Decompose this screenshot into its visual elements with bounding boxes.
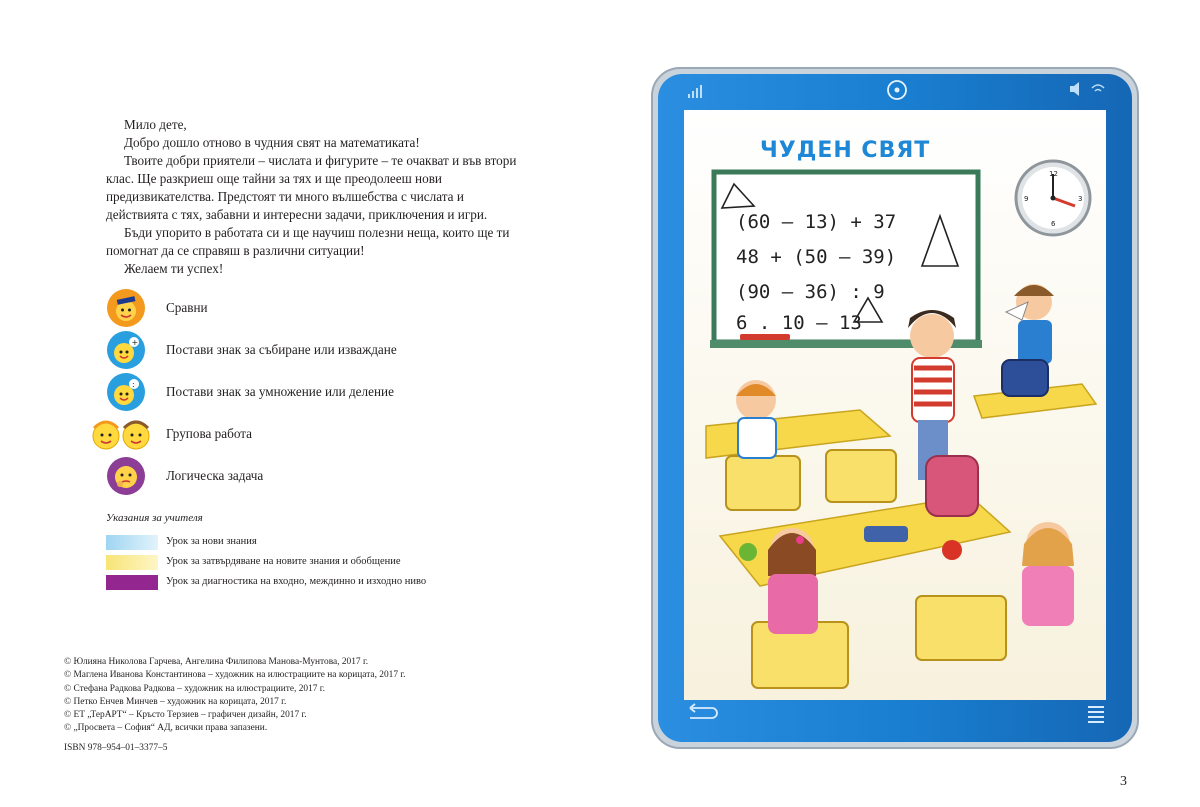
- intro-line-3: Бъди упорито в работата си и ще научиш полезни неща, които ще ти помогнат да се справяш в различни ситуации!: [106, 225, 510, 258]
- tablet-frame: [650, 66, 1140, 750]
- legend-label: Постави знак за умножение или деление: [166, 384, 394, 399]
- teacher-note-label: Урок за затвърдяване на новите знания и обобщение: [166, 556, 401, 567]
- intro-text: [106, 116, 526, 278]
- legend-label: Сравни: [166, 300, 208, 315]
- new-knowledge-swatch: [106, 535, 158, 550]
- screen-title: ЧУДЕН СВЯТ: [760, 138, 931, 163]
- logic-task-icon: [106, 456, 146, 496]
- girl-front-left: [768, 528, 818, 634]
- teacher-note-row: [106, 554, 526, 572]
- tablet-illustration: [650, 66, 1140, 750]
- copyright-block: [64, 656, 406, 736]
- consolidation-swatch: [106, 555, 158, 570]
- svg-text::: :: [132, 380, 135, 389]
- copyright-line: © Петко Енчев Минчев – художник на корицата, 2017 г.: [64, 696, 287, 707]
- board-expression: (60 – 13) + 37: [736, 211, 897, 233]
- svg-text:3: 3: [1078, 195, 1083, 203]
- page-number: 3: [1120, 774, 1127, 789]
- svg-text:12: 12: [1049, 170, 1058, 178]
- legend-item-logic-task: [86, 456, 506, 496]
- teacher-notes: [106, 512, 526, 594]
- teacher-note-row: [106, 534, 526, 552]
- legend-item-multiply-divide: [86, 372, 506, 412]
- copyright-line: © Стефана Радкова Радкова – художник на илюстрациите, 2017 г.: [64, 683, 325, 694]
- svg-text:9: 9: [1024, 195, 1029, 203]
- legend-label: Постави знак за събиране или изваждане: [166, 342, 397, 357]
- board-expression: 6 . 10 – 13: [736, 312, 862, 334]
- teacher-notes-title: Указания за учителя: [106, 512, 203, 524]
- boy-sitting-left: [736, 380, 776, 458]
- plus-minus-icon: [106, 330, 146, 370]
- legend-item-compare: [86, 288, 506, 328]
- girl-front-right: [1022, 522, 1074, 626]
- svg-text:6: 6: [1051, 220, 1056, 228]
- isbn: ISBN 978–954–01–3377–5: [64, 743, 168, 753]
- copyright-line: © ЕТ „ТерАРТ“ – Кръсто Терзиев – графичен дизайн, 2017 г.: [64, 710, 307, 721]
- teacher-note-label: Урок за диагностика на входно, междинно и изходно ниво: [166, 576, 427, 587]
- compare-icon: [106, 288, 146, 328]
- greeting: Мило дете,: [124, 117, 187, 132]
- copyright-line: © Маглена Иванова Константинова – художник на илюстрациите на корицата, 2017 г.: [64, 670, 406, 681]
- legend-label: Логическа задача: [166, 468, 264, 483]
- legend-item-group-work: [86, 414, 506, 454]
- wall-clock: [1016, 161, 1090, 235]
- group-work-icon: [86, 414, 158, 454]
- legend-label: Групова работа: [166, 426, 253, 441]
- multiply-divide-icon: [106, 372, 146, 412]
- teacher-note-label: Урок за нови знания: [166, 536, 257, 547]
- board-expression: 48 + (50 – 39): [736, 246, 897, 268]
- intro-line-1: Добро дошло отново в чудния свят на математиката!: [124, 135, 420, 150]
- diagnostics-swatch: [106, 575, 158, 590]
- intro-line-4: Желаем ти успех!: [124, 261, 224, 276]
- board-expression: (90 – 36) : 9: [736, 281, 885, 303]
- teacher-note-row: [106, 574, 526, 592]
- copyright-line: © Юлияна Николова Гарчева, Ангелина Филипова Манова-Мунтова, 2017 г.: [64, 657, 369, 667]
- legend-item-plus-minus: [86, 330, 506, 370]
- svg-text:+: +: [131, 338, 139, 347]
- copyright-line: © „Просвета – София“ АД, всички права запазени.: [64, 723, 268, 734]
- intro-line-2: Твоите добри приятели – числата и фигурите – те очакват и във втори клас. Ще разкриеш още тайни за тях и ще преодолееш нови предизвикателства. Предстоят ти много вълшебства с числата и действията с тях, забавни и интересни задачи, приключения и игри.: [106, 153, 517, 222]
